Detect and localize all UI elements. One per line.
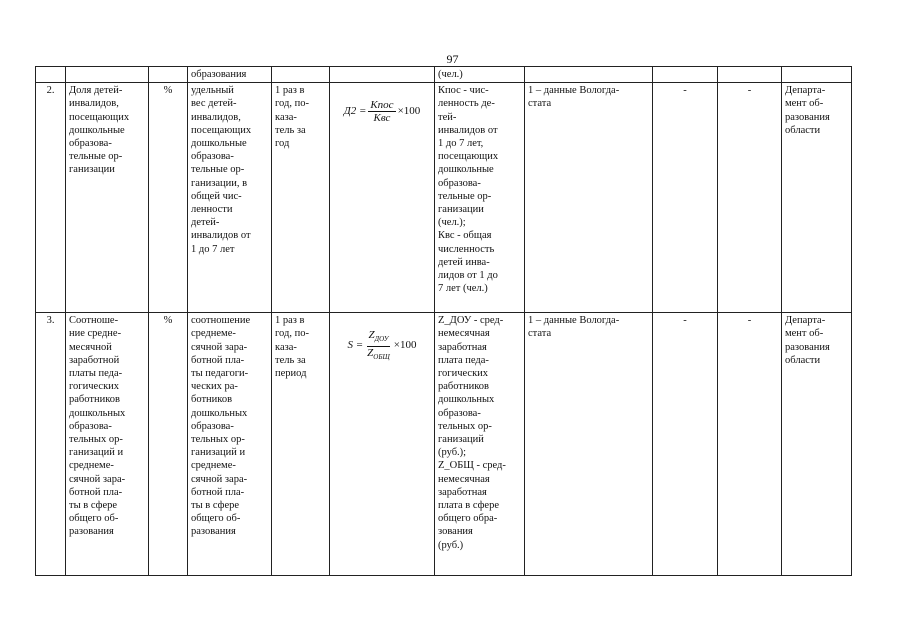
cell-periodicity: [272, 67, 330, 83]
col9-value: -: [718, 83, 782, 313]
col8-value: -: [653, 313, 718, 576]
formula-cell: [330, 83, 435, 313]
col9-value: -: [718, 313, 782, 576]
cell-num: [36, 67, 66, 83]
cell-unit: [149, 67, 188, 83]
variables-description: Z_ДОУ - сред- немесячная заработная плата педа- гогических работников дошкольных образова- тельных ор- ганизаций (руб.); Z_ОБЩ - сред- немесячная заработная плата в сфере общего обра- зования (руб.): [435, 313, 525, 576]
periodicity: 1 раз в год, по- каза- тель за период: [272, 313, 330, 576]
formula-denominator: Квс: [373, 112, 391, 125]
responsible-body: Департа- мент об- разования области: [782, 83, 852, 313]
formula-numerator: $Z_{ДОУ}$: [367, 329, 391, 346]
cell-name: [66, 67, 149, 83]
row-number: 3.: [36, 313, 66, 576]
formula: [333, 327, 431, 362]
unit: %: [149, 83, 188, 313]
indicators-table: [35, 66, 852, 576]
table-row: [36, 313, 852, 576]
formula-multiplier: ×100: [393, 339, 417, 352]
variables-description: Кпос - чис- ленность де- тей- инвалидов от 1 до 7 лет, посещающих дошкольные образова- тельные ор- ганизации (чел.); Квс - общая численность детей инва- лидов от 1 до 7 лет (чел.): [435, 83, 525, 313]
data-source: 1 – данные Вологда- стата: [525, 83, 653, 313]
unit: %: [149, 313, 188, 576]
indicator-definition: удельный вес детей- инвалидов, посещающих дошкольные образова- тельные ор- ганизации, в общей чис- ленности детей- инвалидов от 1 до 7 лет: [188, 83, 272, 313]
col8-value: -: [653, 83, 718, 313]
cell-responsible: [782, 67, 852, 83]
cell-variables: (чел.): [435, 67, 525, 83]
formula-lhs: S =: [347, 339, 364, 352]
table-row: [36, 67, 852, 83]
cell-col9: [718, 67, 782, 83]
cell-formula: [330, 67, 435, 83]
formula-fraction: [368, 99, 395, 124]
formula: [333, 97, 431, 124]
formula-cell: [330, 313, 435, 576]
cell-col8: [653, 67, 718, 83]
cell-source: [525, 67, 653, 83]
table-row: [36, 83, 852, 313]
indicator-name: Соотноше- ние средне- месячной заработной платы педа- гогических работников дошкольных образова- тельных ор- ганизаций и среднеме- сячной зара- ботной пла- ты в сфере общего об- разования: [66, 313, 149, 576]
formula-multiplier: ×100: [397, 105, 421, 118]
row-number: 2.: [36, 83, 66, 313]
data-source: 1 – данные Вологда- стата: [525, 313, 653, 576]
indicator-definition: соотношение среднеме- сячной зара- ботной пла- ты педагоги- ческих ра- ботников дошкольных образова- тельных ор- ганизаций и среднеме- сячной зара- ботной пла- ты в сфере общего об- разования: [188, 313, 272, 576]
page-number: 97: [446, 52, 459, 66]
formula-numerator: Кпос: [370, 99, 394, 112]
formula-lhs: Д2 =: [343, 105, 367, 118]
cell-definition: образования: [188, 67, 272, 83]
responsible-body: Департа- мент об- разования области: [782, 313, 852, 576]
formula-fraction: [365, 329, 392, 362]
periodicity: 1 раз в год, по- каза- тель за год: [272, 83, 330, 313]
indicator-name: Доля детей- инвалидов, посещающих дошкольные образова- тельные ор- ганизации: [66, 83, 149, 313]
formula-denominator: $Z_{ОБЩ}$: [367, 346, 390, 361]
